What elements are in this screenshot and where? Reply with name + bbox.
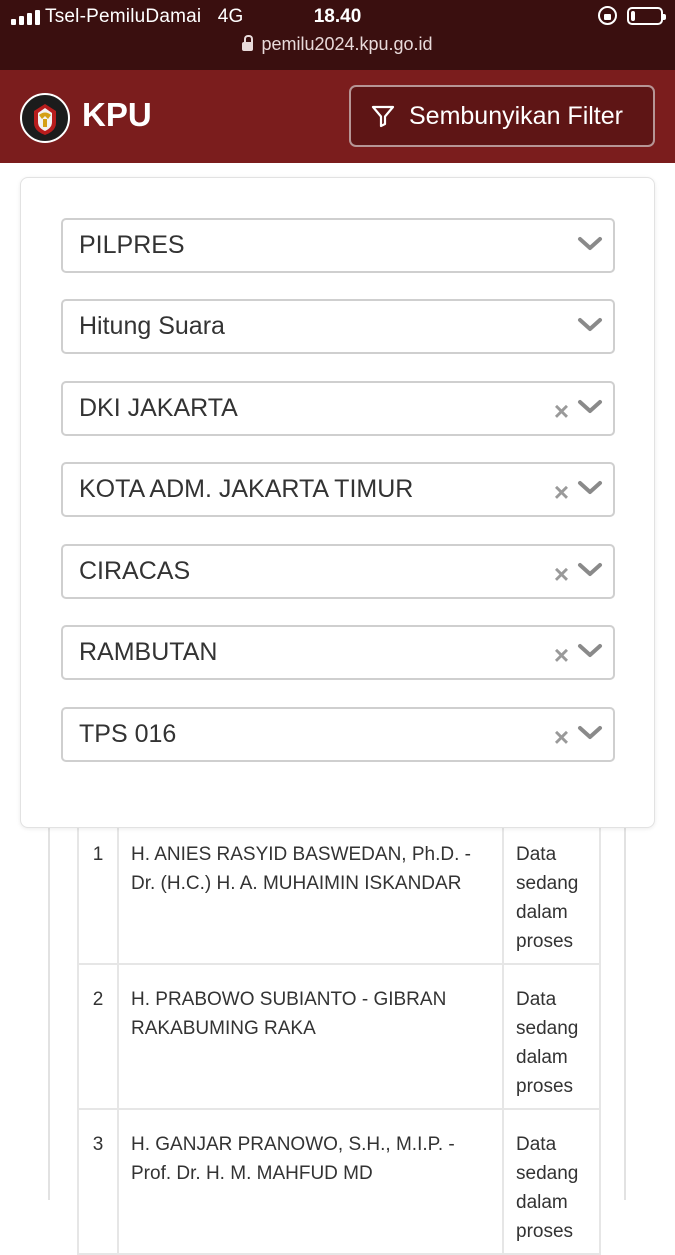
row-number: 1 (78, 819, 118, 964)
kpu-logo-icon[interactable] (20, 93, 70, 143)
chevron-down-icon (577, 642, 603, 660)
address-bar[interactable] (0, 34, 675, 55)
candidate-line: H. ANIES RASYID BASWEDAN, Ph.D. - (131, 844, 471, 865)
chevron-down-icon (577, 561, 603, 579)
clear-icon[interactable]: × (553, 722, 569, 752)
select-value: DKI JAKARTA (79, 394, 238, 422)
candidate-pair (118, 819, 503, 964)
row-number: 3 (78, 1109, 118, 1254)
select-value: Hitung Suara (79, 312, 225, 340)
clear-icon[interactable]: × (553, 477, 569, 507)
hide-filter-button[interactable] (349, 85, 655, 147)
row-number: 2 (78, 964, 118, 1109)
brand-title: KPU (82, 96, 152, 133)
chevron-down-icon (577, 316, 603, 334)
clear-icon[interactable]: × (553, 396, 569, 426)
chevron-down-icon (577, 724, 603, 742)
clock: 18.40 (313, 6, 362, 27)
select-value: TPS 016 (79, 720, 177, 748)
select-value: PILPRES (79, 231, 185, 259)
candidate-pair (118, 1109, 503, 1254)
chevron-down-icon (577, 398, 603, 416)
select-city[interactable] (61, 462, 615, 517)
orientation-lock-icon (598, 6, 617, 25)
battery-level (631, 11, 635, 21)
results-table-container (48, 818, 626, 1242)
candidate-line: Dr. (H.C.) H. A. MUHAIMIN ISKANDAR (131, 873, 462, 894)
table-row (78, 1109, 600, 1254)
vote-status: Data sedang dalam proses (503, 819, 600, 964)
results-table (77, 818, 601, 1255)
select-election-type[interactable] (61, 218, 615, 273)
select-village[interactable] (61, 625, 615, 680)
select-value: RAMBUTAN (79, 638, 218, 666)
battery-icon (627, 7, 663, 25)
candidate-line: Prof. Dr. H. M. MAHFUD MD (131, 1163, 373, 1184)
select-district[interactable] (61, 544, 615, 599)
funnel-icon (371, 104, 395, 128)
status-bar (0, 0, 675, 70)
clear-icon[interactable]: × (553, 640, 569, 670)
candidate-line: H. PRABOWO SUBIANTO - GIBRAN (131, 989, 447, 1010)
clear-icon[interactable]: × (553, 559, 569, 589)
table-row (78, 819, 600, 964)
vote-status: Data sedang dalam proses (503, 964, 600, 1109)
select-province[interactable] (61, 381, 615, 436)
lock-icon (242, 40, 253, 53)
select-tps[interactable] (61, 707, 615, 762)
candidate-line: RAKABUMING RAKA (131, 1018, 316, 1039)
select-value: KOTA ADM. JAKARTA TIMUR (79, 475, 414, 503)
candidate-pair (118, 964, 503, 1109)
filter-panel (20, 177, 655, 828)
select-count-type[interactable] (61, 299, 615, 354)
vote-status: Data sedang dalam proses (503, 1109, 600, 1254)
network-type: 4G (217, 6, 244, 27)
carrier-name: Tsel-PemiluDamai (45, 6, 202, 27)
chevron-down-icon (577, 235, 603, 253)
app-header (0, 70, 675, 163)
candidate-line: H. GANJAR PRANOWO, S.H., M.I.P. - (131, 1134, 455, 1155)
table-row (78, 964, 600, 1109)
chevron-down-icon (577, 479, 603, 497)
hide-filter-label: Sembunyikan Filter (409, 101, 623, 130)
url-text: pemilu2024.kpu.go.id (261, 34, 433, 54)
select-value: CIRACAS (79, 557, 191, 585)
